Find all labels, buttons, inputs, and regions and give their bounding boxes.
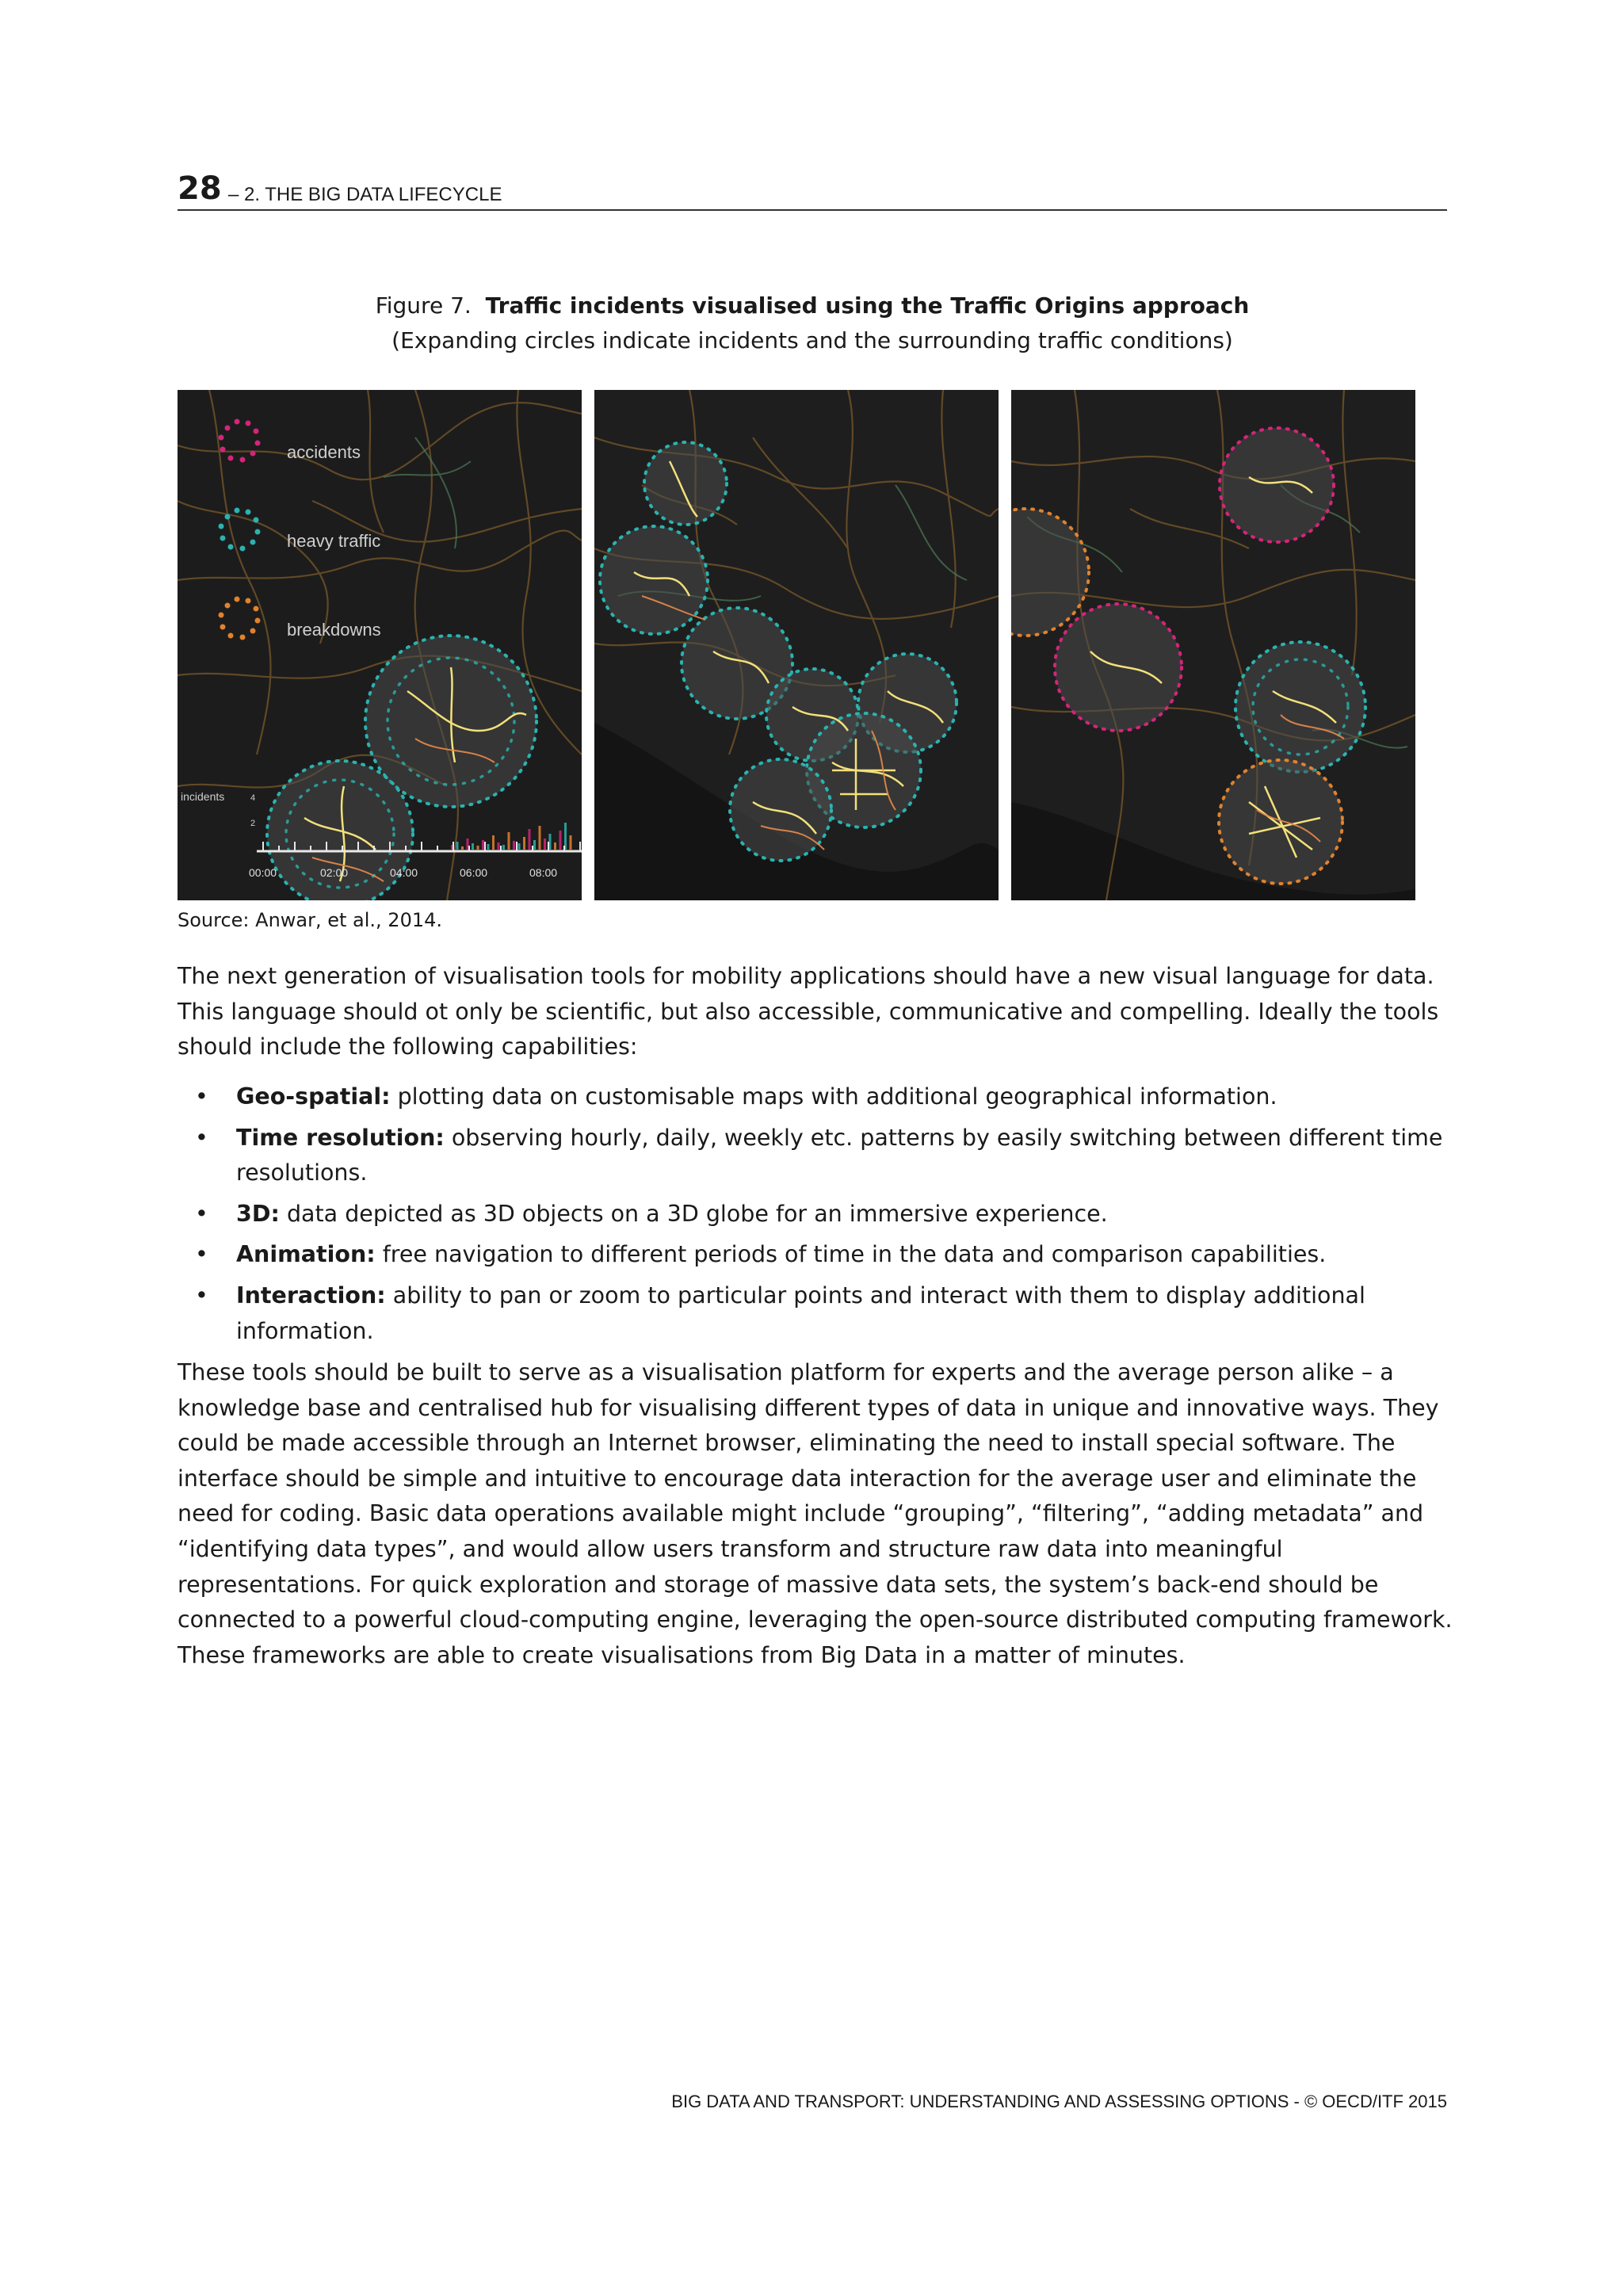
page-header [178, 168, 1447, 211]
capability-term: 3D: [236, 1200, 280, 1227]
map-panel-legend [178, 390, 582, 900]
map-panel-center-svg [594, 390, 999, 900]
y-tick-4: 4 [250, 793, 256, 803]
intro-paragraph: The next generation of visualisation tools for mobility applications should have a new visual language for data. This language should ot only be scientific, but also accessible, communicative and compelling. Ideally the tools should include the following capabilities: [178, 963, 1439, 1060]
incident-bar [544, 839, 546, 850]
capability-term: Time resolution: [236, 1124, 445, 1151]
incident-bar [570, 835, 572, 850]
incident-bar [559, 831, 562, 850]
map-panel-right [1011, 390, 1415, 900]
conclusion-paragraph: These tools should be built to serve as a visualisation platform for experts and the average person alike – a knowledge base and centralised hub for visualising different types of data in unique and innovative ways. They could be made accessible through an Internet browser, eliminating the need to install special software. The interface should be simple and intuitive to encourage data interaction for the average user and eliminate the need for coding. Basic data operations available might include “grouping”, “filtering”, “adding metadata” and “identifying data types”, and would allow users transform and structure raw data into meaningful representations. For quick exploration and storage of massive data sets, the system’s back-end should be connected to a powerful cloud-computing engine, leveraging the open-source distributed computing framework. These frameworks are able to create visualisations from Big Data in a matter of minutes. [178, 1359, 1453, 1668]
incident-circle [600, 526, 708, 634]
figure-subtitle: (Expanding circles indicate incidents and the surrounding traffic conditions) [391, 327, 1233, 353]
list-item [178, 1197, 1453, 1232]
list-item [178, 1278, 1453, 1349]
page-footer: BIG DATA AND TRANSPORT: UNDERSTANDING AND ASSESSING OPTIONS - © OECD/ITF 2015 [671, 2092, 1447, 2111]
time-tick-0600: 06:00 [460, 866, 488, 879]
incident-circle [644, 442, 727, 525]
time-tick-0400: 04:00 [390, 866, 418, 879]
incident-bar [472, 843, 474, 850]
figure-caption [178, 290, 1447, 322]
incident-bar [508, 832, 510, 850]
incidents-axis-label: incidents [181, 790, 225, 803]
incident-bar [554, 842, 556, 850]
incident-bar [498, 842, 500, 850]
incident-bar [477, 846, 479, 850]
incident-bar [502, 845, 505, 850]
map-panel-right-svg [1011, 390, 1415, 900]
capability-text: free navigation to different periods of time in the data and comparison capabilities. [375, 1241, 1327, 1268]
incident-bar [518, 843, 521, 850]
legend-accidents: accidents [287, 442, 361, 462]
capability-term: Geo-spatial: [236, 1083, 391, 1110]
capability-term: Interaction: [236, 1282, 386, 1308]
map-panel-legend-svg [178, 390, 582, 900]
incident-circle [1235, 642, 1365, 772]
page-number: 28 [178, 170, 222, 207]
incident-bar [492, 835, 495, 850]
incident-bar [533, 840, 536, 850]
incident-bar [529, 829, 531, 850]
list-item [178, 1079, 1453, 1115]
map-panel-center [594, 390, 999, 900]
list-item [178, 1121, 1453, 1191]
incident-bar [456, 842, 459, 850]
incident-bar [564, 823, 567, 850]
y-tick-2: 2 [250, 819, 256, 828]
accident-circle [1055, 604, 1182, 731]
running-head: – 2. THE BIG DATA LIFECYCLE [228, 184, 502, 205]
incident-bar [523, 837, 525, 850]
incident-bar [513, 841, 515, 850]
time-tick-0800: 08:00 [529, 866, 558, 879]
figure-label: Figure 7. [375, 292, 472, 319]
legend-breakdowns: breakdowns [287, 620, 381, 640]
incident-bar [461, 846, 464, 850]
accident-circle [1220, 428, 1334, 542]
capability-text: data depicted as 3D objects on a 3D globe for an immersive experience. [279, 1200, 1108, 1227]
figure-title: Traffic incidents visualised using the Traffic Origins approach [485, 292, 1250, 319]
incident-bar [482, 840, 484, 850]
capabilities-list [178, 1079, 1453, 1354]
legend-heavy-traffic: heavy traffic [287, 531, 381, 551]
figure-source: Source: Anwar, et al., 2014. [178, 909, 443, 931]
capability-text: plotting data on customisable maps with additional geographical information. [390, 1083, 1277, 1110]
capability-text: ability to pan or zoom to particular points and interact with them to display additional information. [236, 1282, 1365, 1344]
capability-text: observing hourly, daily, weekly etc. patterns by easily switching between different time resolutions. [236, 1124, 1443, 1186]
incident-bar [487, 844, 490, 850]
time-tick-0000: 00:00 [249, 866, 277, 879]
capability-term: Animation: [236, 1241, 376, 1268]
incident-circle [730, 759, 831, 861]
list-item [178, 1237, 1453, 1273]
incident-bar [539, 826, 541, 850]
time-tick-0200: 02:00 [320, 866, 349, 879]
